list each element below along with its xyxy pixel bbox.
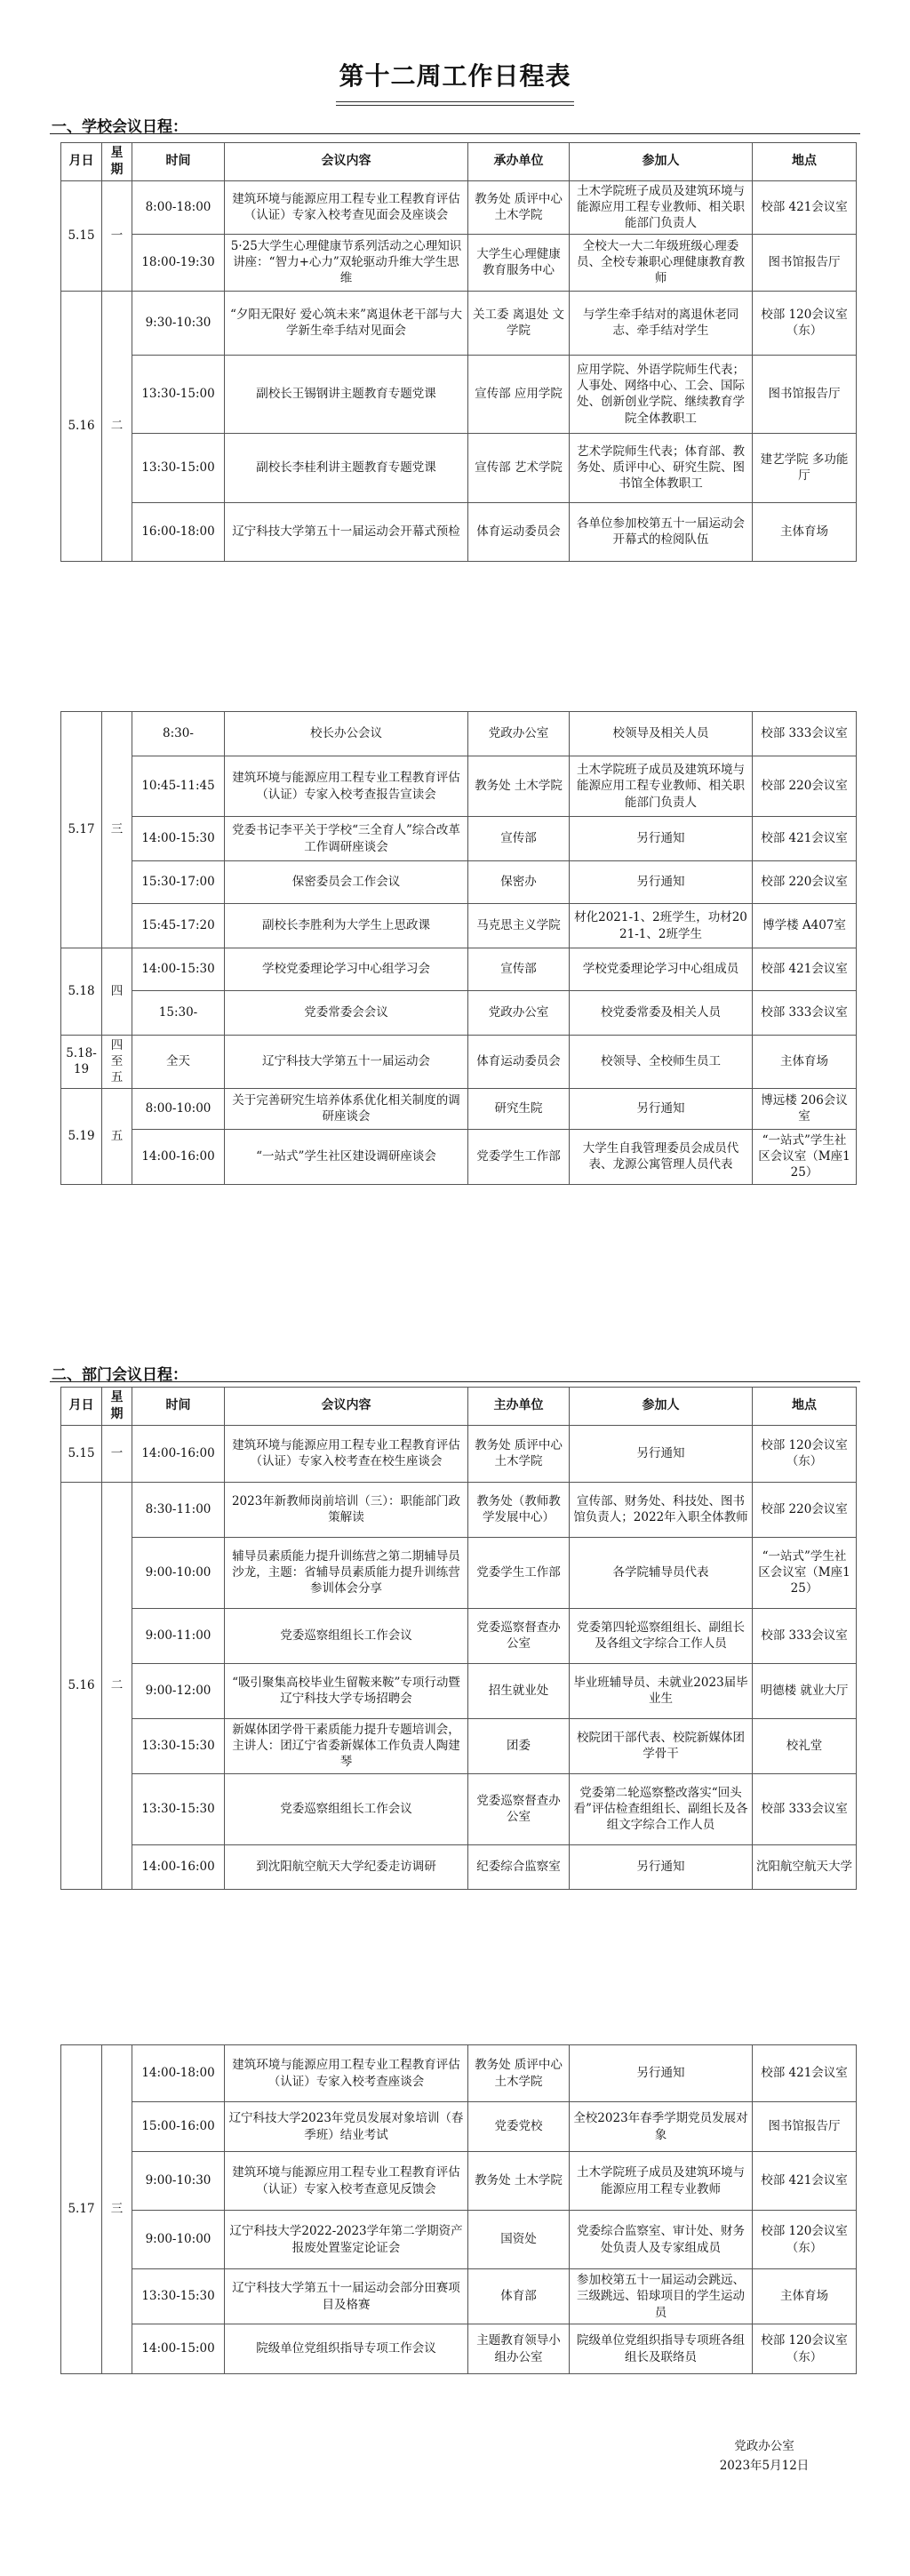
content-cell: 党委巡察组组长工作会议: [225, 1773, 468, 1844]
column-header: 月日: [61, 1388, 102, 1426]
participants-cell: 土木学院班子成员及建筑环境与能源应用工程专业教师: [570, 2152, 753, 2211]
org-cell: 保密办: [468, 861, 570, 904]
school-schedule-table-continued: [60, 711, 857, 1185]
content-cell: “一站式”学生社区建设调研座谈会: [225, 1129, 468, 1184]
participants-cell: 与学生牵手结对的离退休老同志、牵手结对学生: [570, 291, 753, 355]
table-row: [61, 1663, 857, 1718]
participants-cell: 应用学院、外语学院师生代表；人事处、网络中心、工会、国际处、创新创业学院、继续教育学院全体教职工: [570, 355, 753, 433]
table-row: [61, 1482, 857, 1537]
participants-cell: 土木学院班子成员及建筑环境与能源应用工程专业教师、相关职能部门负责人: [570, 180, 753, 234]
location-cell: 校部 220会议室: [753, 861, 857, 904]
column-header: 月日: [61, 143, 102, 181]
content-cell: 到沈阳航空航天大学纪委走访调研: [225, 1844, 468, 1889]
participants-cell: 艺术学院师生代表；体育部、教务处、质评中心、研究生院、图书馆全体教职工: [570, 433, 753, 502]
column-header: 时间: [132, 1388, 225, 1426]
org-cell: 体育运动委员会: [468, 1036, 570, 1089]
org-cell: 纪委综合监察室: [468, 1844, 570, 1889]
participants-cell: 另行通知: [570, 861, 753, 904]
location-cell: 博学楼 A407室: [753, 904, 857, 948]
weekday-cell: 二: [102, 1482, 132, 1889]
date-cell: 5.18: [61, 948, 102, 1036]
participants-cell: 校领导、全校师生员工: [570, 1036, 753, 1089]
time-cell: 8:00-10:00: [132, 1088, 225, 1129]
dept-schedule-table-continued: [60, 2044, 857, 2374]
participants-cell: 土木学院班子成员及建筑环境与能源应用工程专业教师、相关职能部门负责人: [570, 756, 753, 817]
org-cell: 体育运动委员会: [468, 502, 570, 561]
time-cell: 13:30-15:00: [132, 355, 225, 433]
location-cell: 沈阳航空航天大学: [753, 1844, 857, 1889]
table-row: [61, 291, 857, 355]
dept-section-heading: 二、部门会议日程：: [52, 1366, 188, 1384]
location-cell: 校部 333会议室: [753, 712, 857, 756]
time-cell: 13:30-15:30: [132, 1718, 225, 1773]
content-cell: 党委巡察组组长工作会议: [225, 1608, 468, 1663]
weekday-cell: 二: [102, 291, 132, 561]
table-row: [61, 234, 857, 291]
time-cell: 14:00-16:00: [132, 1844, 225, 1889]
date-cell: 5.15: [61, 180, 102, 291]
issuing-office: 党政办公室: [734, 2439, 794, 2453]
school-schedule-table: [60, 142, 857, 562]
location-cell: 图书馆报告厅: [753, 2102, 857, 2152]
time-cell: 15:30-: [132, 991, 225, 1036]
table-row: [61, 1773, 857, 1844]
content-cell: 辽宁科技大学第五十一届运动会开幕式预检: [225, 502, 468, 561]
content-cell: 建筑环境与能源应用工程专业工程教育评估（认证）专家入校考查在校生座谈会: [225, 1425, 468, 1482]
participants-cell: 另行通知: [570, 1425, 753, 1482]
weekday-cell: 五: [102, 1088, 132, 1184]
participants-cell: 材化2021-1、2班学生，功材2021-1、2班学生: [570, 904, 753, 948]
location-cell: “一站式”学生社区会议室（M座125）: [753, 1129, 857, 1184]
time-cell: 14:00-15:30: [132, 817, 225, 861]
column-header: 参加人: [570, 143, 753, 181]
org-cell: 大学生心理健康教育服务中心: [468, 234, 570, 291]
table-row: [61, 355, 857, 433]
time-cell: 15:30-17:00: [132, 861, 225, 904]
section-rule: [50, 133, 860, 134]
location-cell: 校部 421会议室: [753, 817, 857, 861]
table-row: [61, 1718, 857, 1773]
time-cell: 9:00-10:00: [132, 1537, 225, 1608]
location-cell: “一站式”学生社区会议室（M座125）: [753, 1537, 857, 1608]
content-cell: 辽宁科技大学2023年党员发展对象培训（春季班）结业考试: [225, 2102, 468, 2152]
time-cell: 9:00-10:00: [132, 2211, 225, 2269]
content-cell: 学校党委理论学习中心组学习会: [225, 948, 468, 991]
time-cell: 10:45-11:45: [132, 756, 225, 817]
table-row: [61, 948, 857, 991]
content-cell: 新媒体团学骨干素质能力提升专题培训会，主讲人：团辽宁省委新媒体工作负责人陶建琴: [225, 1718, 468, 1773]
location-cell: 主体育场: [753, 502, 857, 561]
page-title: 第十二周工作日程表: [339, 61, 571, 91]
org-cell: 党委学生工作部: [468, 1129, 570, 1184]
org-cell: 党委巡察督查办公室: [468, 1608, 570, 1663]
time-cell: 8:00-18:00: [132, 180, 225, 234]
location-cell: 校部 333会议室: [753, 1773, 857, 1844]
table-row: [61, 1088, 857, 1129]
location-cell: 建艺学院 多功能厅: [753, 433, 857, 502]
date-cell: 5.16: [61, 291, 102, 561]
location-cell: 校部 333会议室: [753, 1608, 857, 1663]
content-cell: 校长办公会议: [225, 712, 468, 756]
content-cell: 建筑环境与能源应用工程专业工程教育评估（认证）专家入校考查意见反馈会: [225, 2152, 468, 2211]
content-cell: 关于完善研究生培养体系优化相关制度的调研座谈会: [225, 1088, 468, 1129]
date-cell: 5.18-19: [61, 1036, 102, 1089]
time-cell: 9:00-12:00: [132, 1663, 225, 1718]
org-cell: 党委巡察督查办公室: [468, 1773, 570, 1844]
time-cell: 9:00-10:30: [132, 2152, 225, 2211]
org-cell: 宣传部: [468, 948, 570, 991]
issue-date: 2023年5月12日: [719, 2459, 810, 2473]
table-row: [61, 1844, 857, 1889]
time-cell: 14:00-18:00: [132, 2045, 225, 2102]
org-cell: 党委学生工作部: [468, 1537, 570, 1608]
table-row: [61, 2269, 857, 2324]
time-cell: 13:30-15:00: [132, 433, 225, 502]
org-cell: 宣传部 应用学院: [468, 355, 570, 433]
table-row: [61, 1608, 857, 1663]
content-cell: 2023年新教师岗前培训（三）：职能部门政策解读: [225, 1482, 468, 1537]
time-cell: 14:00-16:00: [132, 1129, 225, 1184]
participants-cell: 毕业班辅导员、未就业2023届毕业生: [570, 1663, 753, 1718]
org-cell: 教务处 土木学院: [468, 756, 570, 817]
org-cell: 教务处 质评中心 土木学院: [468, 180, 570, 234]
table-row: [61, 2152, 857, 2211]
school-section-heading: 一、学校会议日程：: [52, 118, 188, 136]
location-cell: 主体育场: [753, 1036, 857, 1089]
title-underline: [336, 101, 574, 106]
column-header: 会议内容: [225, 1388, 468, 1426]
time-cell: 14:00-15:30: [132, 948, 225, 991]
date-cell: 5.17: [61, 712, 102, 948]
location-cell: 图书馆报告厅: [753, 234, 857, 291]
location-cell: 校礼堂: [753, 1718, 857, 1773]
content-cell: 党委书记李平关于学校“三全育人”综合改革工作调研座谈会: [225, 817, 468, 861]
table-row: [61, 433, 857, 502]
section-rule: [50, 1381, 860, 1382]
org-cell: 党政办公室: [468, 712, 570, 756]
column-header: 地点: [753, 1388, 857, 1426]
org-cell: 教务处（教师教学发展中心）: [468, 1482, 570, 1537]
location-cell: 明德楼 就业大厅: [753, 1663, 857, 1718]
content-cell: 院级单位党组织指导专项工作会议: [225, 2324, 468, 2374]
column-header: 主办单位: [468, 1388, 570, 1426]
org-cell: 团委: [468, 1718, 570, 1773]
content-cell: 辽宁科技大学第五十一届运动会部分田赛项目及格赛: [225, 2269, 468, 2324]
column-header: 星期: [102, 143, 132, 181]
participants-cell: 另行通知: [570, 817, 753, 861]
location-cell: 校部 120会议室（东）: [753, 2211, 857, 2269]
participants-cell: 党委综合监察室、审计处、财务处负责人及专家组成员: [570, 2211, 753, 2269]
time-cell: 13:30-15:30: [132, 1773, 225, 1844]
time-cell: 8:30-11:00: [132, 1482, 225, 1537]
weekday-cell: 四至五: [102, 1036, 132, 1089]
org-cell: 招生就业处: [468, 1663, 570, 1718]
content-cell: 建筑环境与能源应用工程专业工程教育评估（认证）专家入校考查座谈会: [225, 2045, 468, 2102]
location-cell: 校部 120会议室（东）: [753, 2324, 857, 2374]
table-row: [61, 180, 857, 234]
org-cell: 教务处 质评中心 土木学院: [468, 1425, 570, 1482]
table-row: [61, 712, 857, 756]
content-cell: 党委常委会会议: [225, 991, 468, 1036]
weekday-cell: 一: [102, 180, 132, 291]
table-header: [61, 143, 857, 181]
time-cell: 14:00-16:00: [132, 1425, 225, 1482]
time-cell: 13:30-15:30: [132, 2269, 225, 2324]
table-header: [61, 1388, 857, 1426]
org-cell: 主题教育领导小组办公室: [468, 2324, 570, 2374]
weekday-cell: 三: [102, 712, 132, 948]
participants-cell: 宣传部、财务处、科技处、图书馆负责人；2022年入职全体教师: [570, 1482, 753, 1537]
column-header: 时间: [132, 143, 225, 181]
participants-cell: 党委第四轮巡察组组长、副组长及各组文字综合工作人员: [570, 1608, 753, 1663]
time-cell: 9:30-10:30: [132, 291, 225, 355]
time-cell: 14:00-15:00: [132, 2324, 225, 2374]
participants-cell: 校领导及相关人员: [570, 712, 753, 756]
content-cell: 保密委员会工作会议: [225, 861, 468, 904]
org-cell: 研究生院: [468, 1088, 570, 1129]
time-cell: 全天: [132, 1036, 225, 1089]
participants-cell: 大学生自我管理委员会成员代表、龙源公寓管理人员代表: [570, 1129, 753, 1184]
time-cell: 8:30-: [132, 712, 225, 756]
table-row: [61, 2211, 857, 2269]
table-row: [61, 1036, 857, 1089]
table-row: [61, 904, 857, 948]
date-cell: 5.15: [61, 1425, 102, 1482]
participants-cell: 校党委常委及相关人员: [570, 991, 753, 1036]
column-header: 会议内容: [225, 143, 468, 181]
content-cell: 副校长李胜利为大学生上思政课: [225, 904, 468, 948]
location-cell: 校部 120会议室（东）: [753, 291, 857, 355]
location-cell: 主体育场: [753, 2269, 857, 2324]
org-cell: 教务处 质评中心 土木学院: [468, 2045, 570, 2102]
time-cell: 16:00-18:00: [132, 502, 225, 561]
column-header: 参加人: [570, 1388, 753, 1426]
org-cell: 教务处 土木学院: [468, 2152, 570, 2211]
participants-cell: 校院团干部代表、校院新媒体团学骨干: [570, 1718, 753, 1773]
content-cell: 建筑环境与能源应用工程专业工程教育评估（认证）专家入校考查见面会及座谈会: [225, 180, 468, 234]
location-cell: 校部 220会议室: [753, 1482, 857, 1537]
content-cell: 副校长王锡钢讲主题教育专题党课: [225, 355, 468, 433]
participants-cell: 学校党委理论学习中心组成员: [570, 948, 753, 991]
time-cell: 15:00-16:00: [132, 2102, 225, 2152]
table-row: [61, 1129, 857, 1184]
participants-cell: 院级单位党组织指导专项班各组组长及联络员: [570, 2324, 753, 2374]
location-cell: 校部 421会议室: [753, 2045, 857, 2102]
table-row: [61, 2324, 857, 2374]
location-cell: 校部 421会议室: [753, 948, 857, 991]
date-cell: 5.19: [61, 1088, 102, 1184]
participants-cell: 参加校第五十一届运动会跳远、三级跳远、铅球项目的学生运动员: [570, 2269, 753, 2324]
org-cell: 马克思主义学院: [468, 904, 570, 948]
org-cell: 党政办公室: [468, 991, 570, 1036]
participants-cell: 全校大一大二年级班级心理委员、全校专兼职心理健康教育教师: [570, 234, 753, 291]
content-cell: “吸引聚集高校毕业生留鞍来鞍”专项行动暨辽宁科技大学专场招聘会: [225, 1663, 468, 1718]
table-row: [61, 1425, 857, 1482]
location-cell: 校部 333会议室: [753, 991, 857, 1036]
location-cell: 校部 421会议室: [753, 180, 857, 234]
table-row: [61, 756, 857, 817]
column-header: 星期: [102, 1388, 132, 1426]
org-cell: 国资处: [468, 2211, 570, 2269]
content-cell: 建筑环境与能源应用工程专业工程教育评估（认证）专家入校考查报告宣读会: [225, 756, 468, 817]
time-cell: 15:45-17:20: [132, 904, 225, 948]
table-row: [61, 817, 857, 861]
column-header: 地点: [753, 143, 857, 181]
org-cell: 宣传部: [468, 817, 570, 861]
location-cell: 图书馆报告厅: [753, 355, 857, 433]
participants-cell: 另行通知: [570, 1088, 753, 1129]
content-cell: 辅导员素质能力提升训练营之第二期辅导员沙龙，主题：省辅导员素质能力提升训练营参训体会分享: [225, 1537, 468, 1608]
org-cell: 体育部: [468, 2269, 570, 2324]
participants-cell: 另行通知: [570, 2045, 753, 2102]
org-cell: 党委党校: [468, 2102, 570, 2152]
table-row: [61, 2045, 857, 2102]
table-row: [61, 861, 857, 904]
org-cell: 宣传部 艺术学院: [468, 433, 570, 502]
content-cell: 副校长李桂利讲主题教育专题党课: [225, 433, 468, 502]
participants-cell: 党委第二轮巡察整改落实“回头看”评估检查组组长、副组长及各组文字综合工作人员: [570, 1773, 753, 1844]
date-cell: 5.16: [61, 1482, 102, 1889]
participants-cell: 另行通知: [570, 1844, 753, 1889]
content-cell: “夕阳无限好 爱心筑未来”离退休老干部与大学新生牵手结对见面会: [225, 291, 468, 355]
org-cell: 关工委 离退处 文学院: [468, 291, 570, 355]
table-row: [61, 502, 857, 561]
dept-schedule-table: [60, 1387, 857, 1890]
location-cell: 校部 220会议室: [753, 756, 857, 817]
weekday-cell: 四: [102, 948, 132, 1036]
content-cell: 辽宁科技大学2022-2023学年第二学期资产报废处置鉴定论证会: [225, 2211, 468, 2269]
participants-cell: 全校2023年春季学期党员发展对象: [570, 2102, 753, 2152]
weekday-cell: 三: [102, 2045, 132, 2374]
time-cell: 9:00-11:00: [132, 1608, 225, 1663]
table-row: [61, 1537, 857, 1608]
content-cell: 辽宁科技大学第五十一届运动会: [225, 1036, 468, 1089]
time-cell: 18:00-19:30: [132, 234, 225, 291]
participants-cell: 各学院辅导员代表: [570, 1537, 753, 1608]
weekday-cell: 一: [102, 1425, 132, 1482]
participants-cell: 各单位参加校第五十一届运动会开幕式的检阅队伍: [570, 502, 753, 561]
table-row: [61, 991, 857, 1036]
date-cell: 5.17: [61, 2045, 102, 2374]
content-cell: 5·25大学生心理健康节系列活动之心理知识讲座：“智力+心力”双轮驱动升维大学生思维: [225, 234, 468, 291]
column-header: 承办单位: [468, 143, 570, 181]
table-row: [61, 2102, 857, 2152]
location-cell: 博远楼 206会议室: [753, 1088, 857, 1129]
location-cell: 校部 421会议室: [753, 2152, 857, 2211]
location-cell: 校部 120会议室（东）: [753, 1425, 857, 1482]
